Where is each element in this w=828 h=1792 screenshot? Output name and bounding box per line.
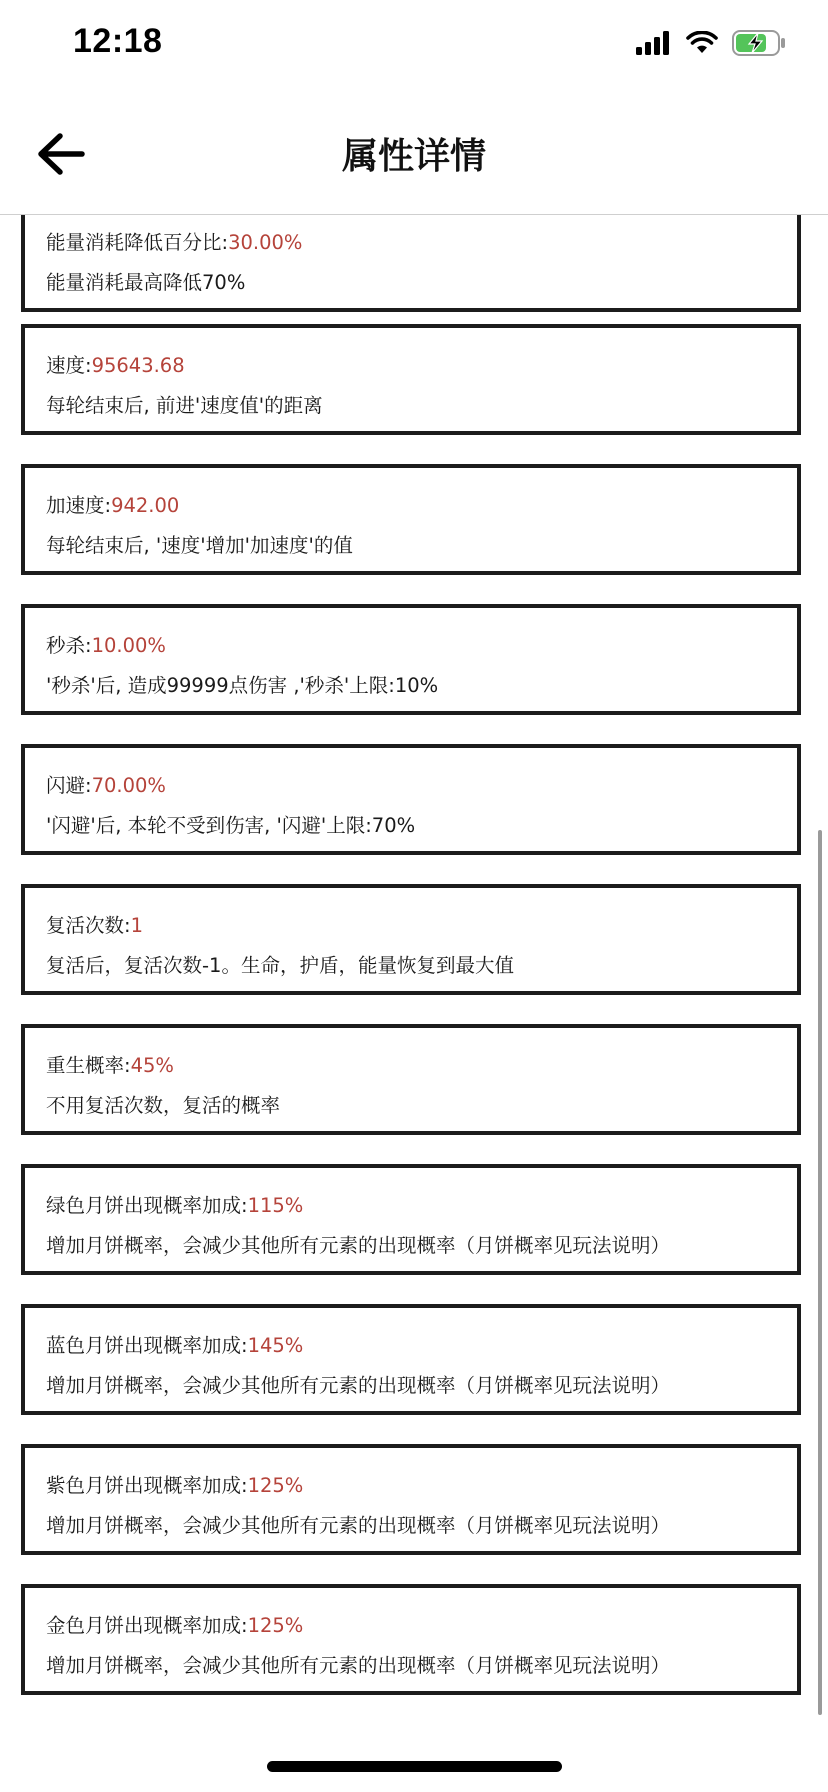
attribute-title bbox=[46, 1610, 303, 1638]
attribute-card-acceleration bbox=[21, 464, 801, 575]
attribute-description: 复活后，复活次数-1。生命，护盾，能量恢复到最大值 bbox=[46, 954, 514, 977]
attribute-value: 145% bbox=[247, 1334, 304, 1357]
attribute-description: '秒杀'后, 造成99999点伤害 ,'秒杀'上限:10% bbox=[46, 674, 439, 697]
attribute-label: 紫色月饼出现概率加成: bbox=[46, 1474, 248, 1497]
wifi-icon bbox=[686, 31, 718, 59]
attribute-title bbox=[46, 1050, 174, 1078]
attribute-label: 加速度: bbox=[46, 494, 112, 517]
attribute-title bbox=[46, 350, 185, 378]
attribute-title bbox=[46, 490, 179, 518]
home-indicator[interactable] bbox=[267, 1761, 562, 1772]
attribute-label: 重生概率: bbox=[46, 1054, 131, 1077]
vertical-scrollbar[interactable] bbox=[818, 830, 822, 1715]
attribute-description: 增加月饼概率，会减少其他所有元素的出现概率（月饼概率见玩法说明） bbox=[46, 1654, 671, 1677]
attribute-label: 能量消耗降低百分比: bbox=[46, 231, 229, 254]
attribute-title bbox=[46, 630, 166, 658]
attribute-label: 速度: bbox=[46, 354, 92, 377]
attribute-label: 秒杀: bbox=[46, 634, 92, 657]
attribute-value: 125% bbox=[247, 1474, 304, 1497]
attribute-card-rebirth-rate bbox=[21, 1024, 801, 1135]
nav-bar bbox=[0, 92, 828, 215]
attribute-value: 1 bbox=[130, 914, 143, 937]
attribute-value: 115% bbox=[247, 1194, 304, 1217]
status-bar bbox=[0, 0, 828, 92]
attribute-title bbox=[46, 1190, 303, 1218]
attribute-description: 增加月饼概率，会减少其他所有元素的出现概率（月饼概率见玩法说明） bbox=[46, 1514, 671, 1537]
attribute-title bbox=[46, 227, 302, 255]
attribute-card-revive-count bbox=[21, 884, 801, 995]
attribute-value: 95643.68 bbox=[91, 354, 185, 377]
attribute-description: 能量消耗最高降低70% bbox=[46, 271, 246, 294]
attribute-title bbox=[46, 770, 166, 798]
status-time: 12:18 bbox=[73, 22, 163, 60]
attribute-title bbox=[46, 1470, 303, 1498]
attribute-description: 不用复活次数，复活的概率 bbox=[46, 1094, 281, 1117]
attribute-value: 30.00% bbox=[228, 231, 303, 254]
page-title: 属性详情 bbox=[341, 136, 486, 177]
attribute-description: '闪避'后, 本轮不受到伤害, '闪避'上限:70% bbox=[46, 814, 416, 837]
attribute-label: 金色月饼出现概率加成: bbox=[46, 1614, 248, 1637]
attribute-label: 复活次数: bbox=[46, 914, 131, 937]
attribute-card-purple-mooncake bbox=[21, 1444, 801, 1555]
attribute-description: 每轮结束后, 前进'速度值'的距离 bbox=[46, 394, 323, 417]
attribute-card-energy-cost bbox=[21, 215, 801, 312]
attribute-description: 增加月饼概率，会减少其他所有元素的出现概率（月饼概率见玩法说明） bbox=[46, 1234, 671, 1257]
attribute-card-green-mooncake bbox=[21, 1164, 801, 1275]
attribute-description: 每轮结束后, '速度'增加'加速度'的值 bbox=[46, 534, 353, 557]
attribute-card-instant-kill bbox=[21, 604, 801, 715]
cellular-signal-icon bbox=[636, 31, 672, 59]
attribute-card-gold-mooncake bbox=[21, 1584, 801, 1695]
attribute-label: 蓝色月饼出现概率加成: bbox=[46, 1334, 248, 1357]
attribute-card-blue-mooncake bbox=[21, 1304, 801, 1415]
attribute-card-dodge bbox=[21, 744, 801, 855]
attribute-value: 70.00% bbox=[91, 774, 166, 797]
attribute-value: 45% bbox=[130, 1054, 174, 1077]
attribute-label: 闪避: bbox=[46, 774, 92, 797]
attribute-list[interactable] bbox=[0, 215, 828, 1715]
attribute-title bbox=[46, 1330, 303, 1358]
attribute-label: 绿色月饼出现概率加成: bbox=[46, 1194, 248, 1217]
attribute-value: 125% bbox=[247, 1614, 304, 1637]
status-icons bbox=[636, 30, 786, 60]
attribute-card-speed bbox=[21, 324, 801, 435]
battery-charging-icon bbox=[732, 30, 786, 60]
attribute-value: 942.00 bbox=[111, 494, 180, 517]
attribute-title bbox=[46, 910, 143, 938]
attribute-description: 增加月饼概率，会减少其他所有元素的出现概率（月饼概率见玩法说明） bbox=[46, 1374, 671, 1397]
attribute-value: 10.00% bbox=[91, 634, 166, 657]
